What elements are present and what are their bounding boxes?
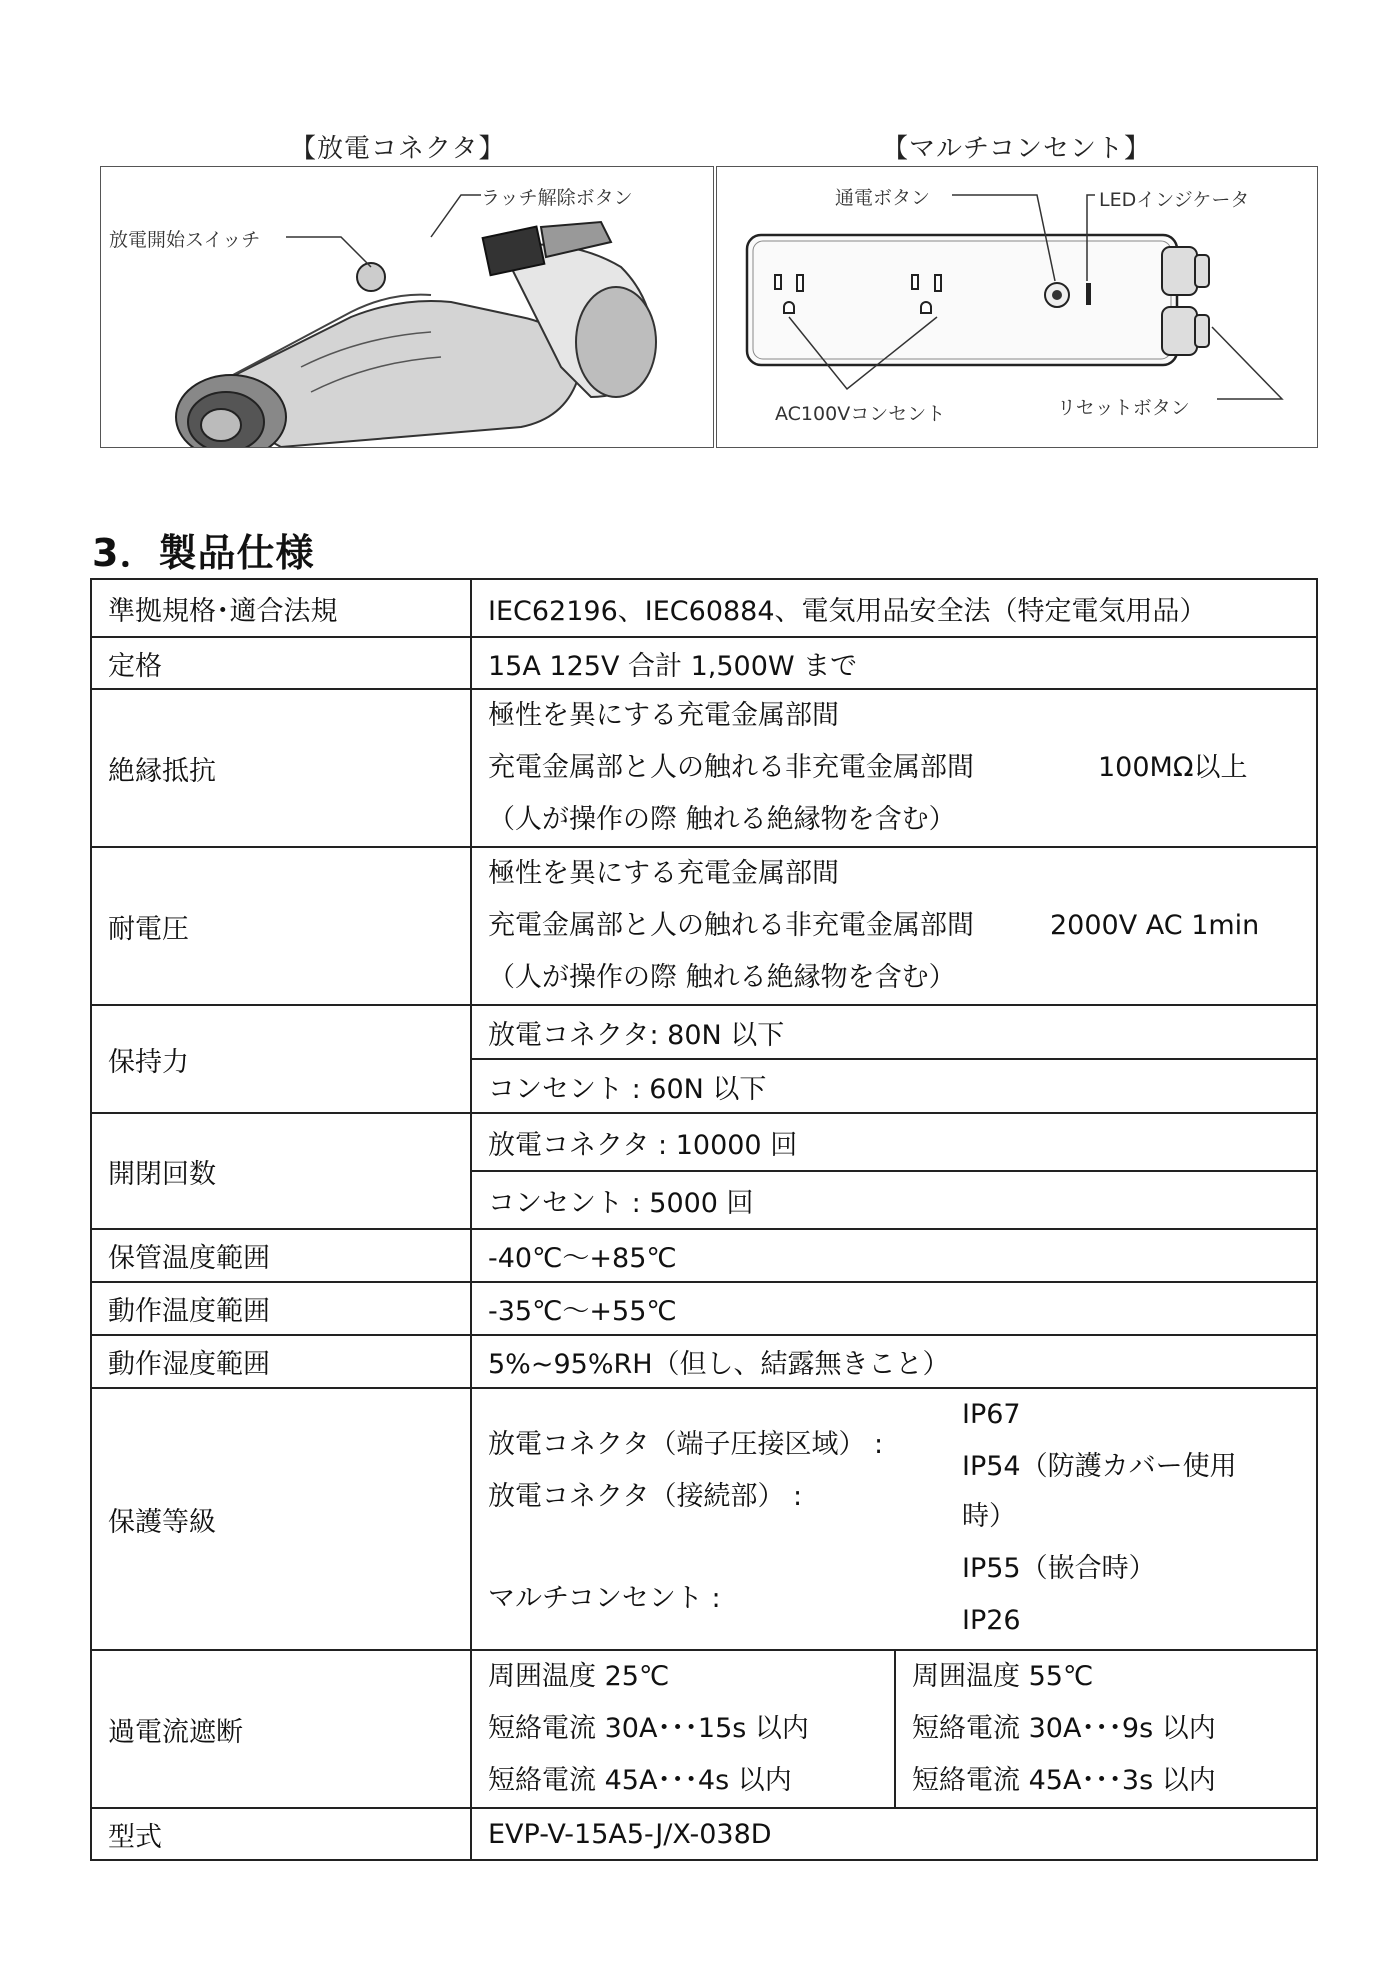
- spec-value: IEC62196、IEC60884、電気用品安全法（特定電気用品）: [471, 579, 1317, 637]
- table-row: [91, 1113, 1317, 1171]
- spec-value-cell: [471, 689, 1317, 847]
- discharge-switch-label: 放電開始スイッチ: [109, 229, 261, 251]
- spec-value: 放電コネクタ : 10000 回: [471, 1113, 1317, 1171]
- overcurrent-line: 短絡電流 45A･･･3s 以内: [912, 1765, 1216, 1796]
- protection-value: IP26: [962, 1605, 1021, 1636]
- protection-value: IP67: [962, 1399, 1021, 1430]
- connector-figure: [100, 166, 714, 448]
- protection-value: IP55（嵌合時）: [962, 1553, 1156, 1584]
- table-row: [91, 1808, 1317, 1860]
- withstand-line: （人が操作の際 触れる絶縁物を含む）: [488, 962, 956, 993]
- spec-label: 動作温度範囲: [91, 1282, 471, 1335]
- connector-caption: 【放電コネクタ】: [290, 134, 506, 164]
- overcurrent-line: 周囲温度 55℃: [912, 1661, 1094, 1692]
- spec-label: 型式: [91, 1808, 471, 1860]
- spec-label: 保護等級: [91, 1388, 471, 1650]
- overcurrent-line: 周囲温度 25℃: [488, 1661, 670, 1692]
- overcurrent-line: 短絡電流 30A･･･15s 以内: [488, 1713, 809, 1744]
- spec-value-cell: [471, 847, 1317, 1005]
- overcurrent-left-cell: [471, 1650, 895, 1808]
- protection-value: IP54（防護カバー使用: [962, 1451, 1237, 1482]
- withstand-value: 2000V AC 1min: [1050, 910, 1260, 941]
- protection-value: 時）: [962, 1501, 1016, 1532]
- reset-button-label: リセットボタン: [1057, 397, 1190, 419]
- spec-value: EVP-V-15A5-J/X-038D: [471, 1808, 1317, 1860]
- table-row: [91, 1005, 1317, 1059]
- table-row: [91, 847, 1317, 1005]
- overcurrent-line: 短絡電流 30A･･･9s 以内: [912, 1713, 1216, 1744]
- table-row: [91, 1282, 1317, 1335]
- ac-outlet-label: AC100Vコンセント: [775, 403, 946, 425]
- section-title: 3．製品仕様: [92, 531, 315, 575]
- spec-label: 開閉回数: [91, 1113, 471, 1229]
- spec-label: 過電流遮断: [91, 1650, 471, 1808]
- spec-label: 耐電圧: [91, 847, 471, 1005]
- protection-item: マルチコンセント :: [488, 1583, 721, 1614]
- power-button-label: 通電ボタン: [835, 187, 931, 209]
- withstand-line: 極性を異にする充電金属部間: [488, 858, 839, 889]
- latch-release-label: ラッチ解除ボタン: [481, 187, 633, 209]
- spec-value: コンセント : 5000 回: [471, 1171, 1317, 1229]
- protection-item: 放電コネクタ（端子圧接区域） :: [488, 1429, 884, 1460]
- overcurrent-line: 短絡電流 45A･･･4s 以内: [488, 1765, 792, 1796]
- insulation-line: 極性を異にする充電金属部間: [488, 700, 839, 731]
- spec-label: 準拠規格･適合法規: [91, 579, 471, 637]
- spec-label: 保持力: [91, 1005, 471, 1113]
- spec-value: 5%~95%RH（但し、結露無きこと）: [471, 1335, 1317, 1388]
- spec-label: 動作湿度範囲: [91, 1335, 471, 1388]
- table-row: [91, 689, 1317, 847]
- spec-label: 定格: [91, 637, 471, 689]
- protection-cell: [471, 1388, 1317, 1650]
- spec-value: 15A 125V 合計 1,500W まで: [471, 637, 1317, 689]
- table-row: [91, 1229, 1317, 1282]
- table-row: [91, 1650, 1317, 1808]
- spec-label: 保管温度範囲: [91, 1229, 471, 1282]
- spec-value: -35℃～+55℃: [471, 1282, 1317, 1335]
- spec-value: コンセント : 60N 以下: [471, 1059, 1317, 1113]
- overcurrent-right-cell: [895, 1650, 1317, 1808]
- table-row: [91, 1388, 1317, 1650]
- led-indicator-label: LEDインジケータ: [1099, 189, 1250, 211]
- spec-table: [90, 578, 1318, 1861]
- withstand-line: 充電金属部と人の触れる非充電金属部間: [488, 910, 974, 941]
- spec-value: -40℃～+85℃: [471, 1229, 1317, 1282]
- multi-outlet-figure: [716, 166, 1318, 448]
- spec-value: 放電コネクタ: 80N 以下: [471, 1005, 1317, 1059]
- insulation-line: （人が操作の際 触れる絶縁物を含む）: [488, 804, 956, 835]
- protection-item: 放電コネクタ（接続部） :: [488, 1481, 803, 1512]
- spec-label: 絶縁抵抗: [91, 689, 471, 847]
- insulation-line: 充電金属部と人の触れる非充電金属部間: [488, 752, 974, 783]
- table-row: [91, 637, 1317, 689]
- table-row: [91, 579, 1317, 637]
- insulation-value: 100MΩ以上: [1098, 752, 1248, 783]
- multi-outlet-caption: 【マルチコンセント】: [882, 134, 1151, 164]
- table-row: [91, 1335, 1317, 1388]
